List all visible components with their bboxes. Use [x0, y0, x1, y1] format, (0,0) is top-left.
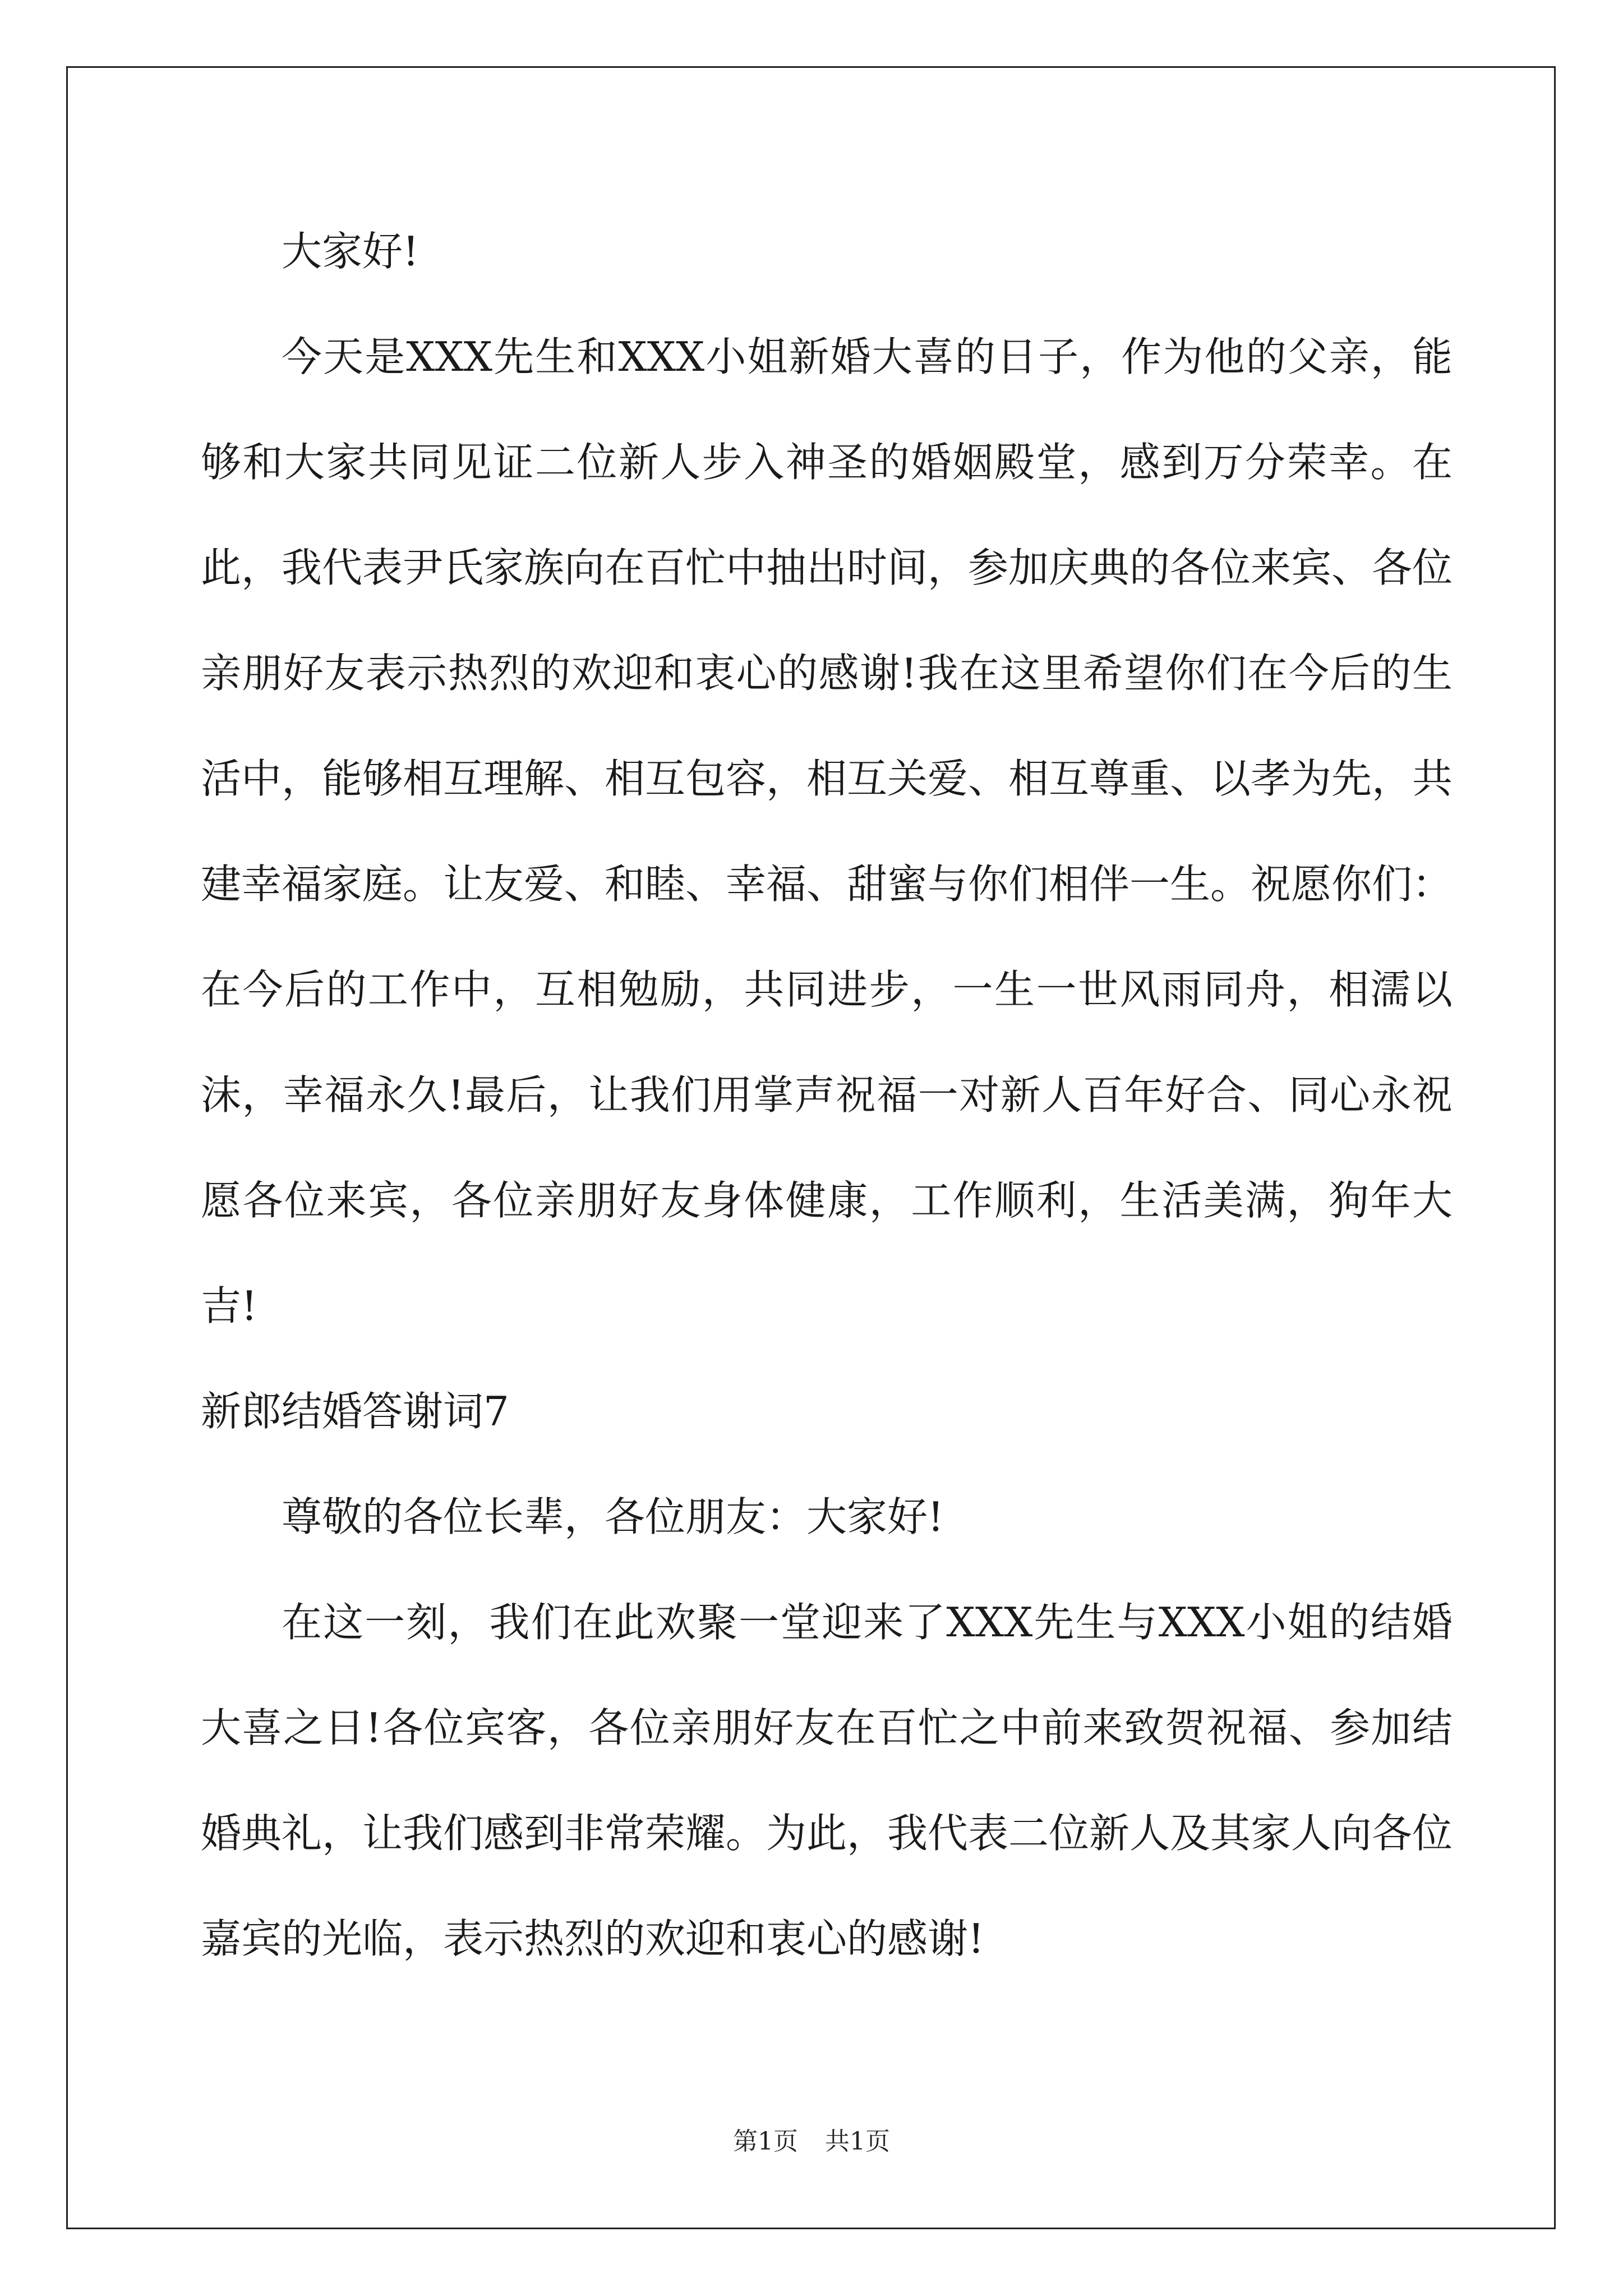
page-footer [0, 2125, 1623, 2159]
groom-speech-paragraph: 在这一刻，我们在此欢聚一堂迎来了XXX先生与XXX小姐的结婚大喜之日!各位宾客，各位亲朋好友在百忙之中前来致贺祝福、参加结婚典礼，让我们感到非常荣耀。为此，我代表二位新人及其家人向各位嘉宾的光临，表示热烈的欢迎和衷心的感谢! [201, 1599, 1453, 1962]
greeting-paragraph: 大家好! [282, 228, 419, 275]
page-total: 共1页 [825, 2127, 890, 2156]
salutation-paragraph: 尊敬的各位长辈，各位朋友：大家好! [282, 1493, 944, 1540]
page-number: 第1页 [733, 2127, 798, 2156]
father-speech-paragraph: 今天是XXX先生和XXX小姐新婚大喜的日子，作为他的父亲，能够和大家共同见证二位新人步入神圣的婚姻殿堂，感到万分荣幸。在此，我代表尹氏家族向在百忙中抽出时间，参加庆典的各位来宾、各位亲朋好友表示热烈的欢迎和衷心的感谢!我在这里希望你们在今后的生活中，能够相互理解、相互包容，相互关爱、相互尊重、以孝为先，共建幸福家庭。让友爱、和睦、幸福、甜蜜与你们相伴一生。祝愿你们：在今后的工作中，互相勉励，共同进步，一生一世风雨同舟，相濡以沫，幸福永久!最后，让我们用掌声祝福一对新人百年好合、同心永祝愿各位来宾，各位亲朋好友身体健康，工作顺利，生活美满，狗年大吉! [201, 333, 1453, 1329]
document-body [201, 199, 1453, 1991]
section-title: 新郎结婚答谢词7 [201, 1388, 509, 1435]
